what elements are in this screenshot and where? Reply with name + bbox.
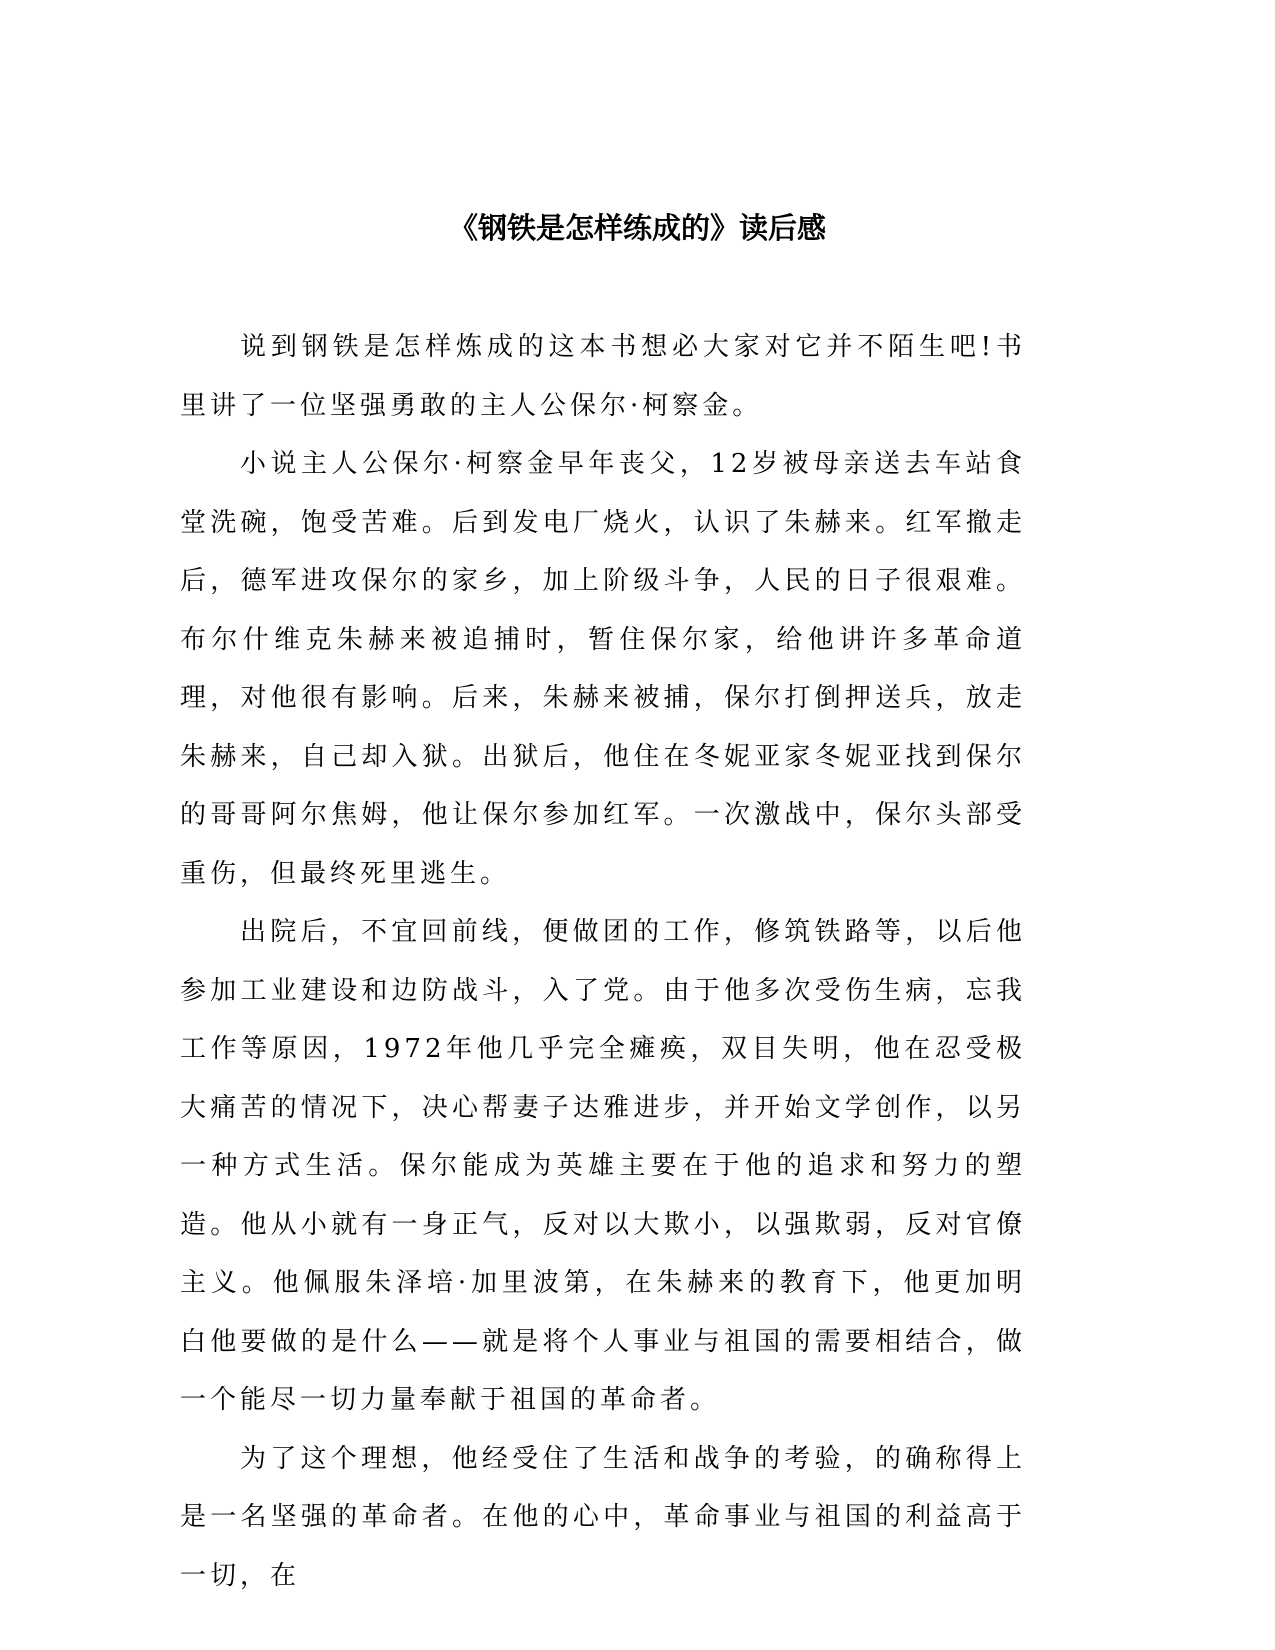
document-title: 《钢铁是怎样练成的》读后感 bbox=[448, 211, 826, 245]
paragraph: 小说主人公保尔·柯察金早年丧父，12岁被母亲送去车站食堂洗碗，饱受苦难。后到发电厂烧火，认识了朱赫来。红军撤走后，德军进攻保尔的家乡，加上阶级斗争，人民的日子很艰难。布尔什维克朱赫来被追捕时，暂住保尔家，给他讲许多革命道理，对他很有影响。后来，朱赫来被捕，保尔打倒押送兵，放走朱赫来，自己却入狱。出狱后，他住在冬妮亚家冬妮亚找到保尔的哥哥阿尔焦姆，他让保尔参加红军。一次激战中，保尔头部受重伤，但最终死里逃生。 bbox=[180, 449, 1026, 889]
paragraph: 出院后，不宜回前线，便做团的工作，修筑铁路等，以后他参加工业建设和边防战斗，入了党。由于他多次受伤生病，忘我工作等原因，1972年他几乎完全瘫痪，双目失明，他在忍受极大痛苦的情况下，决心帮妻子达雅进步，并开始文学创作，以另一种方式生活。保尔能成为英雄主要在于他的追求和努力的塑造。他从小就有一身正气，反对以大欺小，以强欺弱，反对官僚主义。他佩服朱泽培·加里波第，在朱赫来的教育下，他更加明白他要做的是什么——就是将个人事业与祖国的需要相结合，做一个能尽一切力量奉献于祖国的革命者。 bbox=[180, 917, 1026, 1415]
document-body bbox=[180, 318, 1026, 1605]
paragraph: 说到钢铁是怎样炼成的这本书想必大家对它并不陌生吧!书里讲了一位坚强勇敢的主人公保尔·柯察金。 bbox=[180, 332, 1026, 421]
paragraph: 为了这个理想，他经受住了生活和战争的考验，的确称得上是一名坚强的革命者。在他的心中，革命事业与祖国的利益高于一切，在 bbox=[180, 1443, 1026, 1591]
